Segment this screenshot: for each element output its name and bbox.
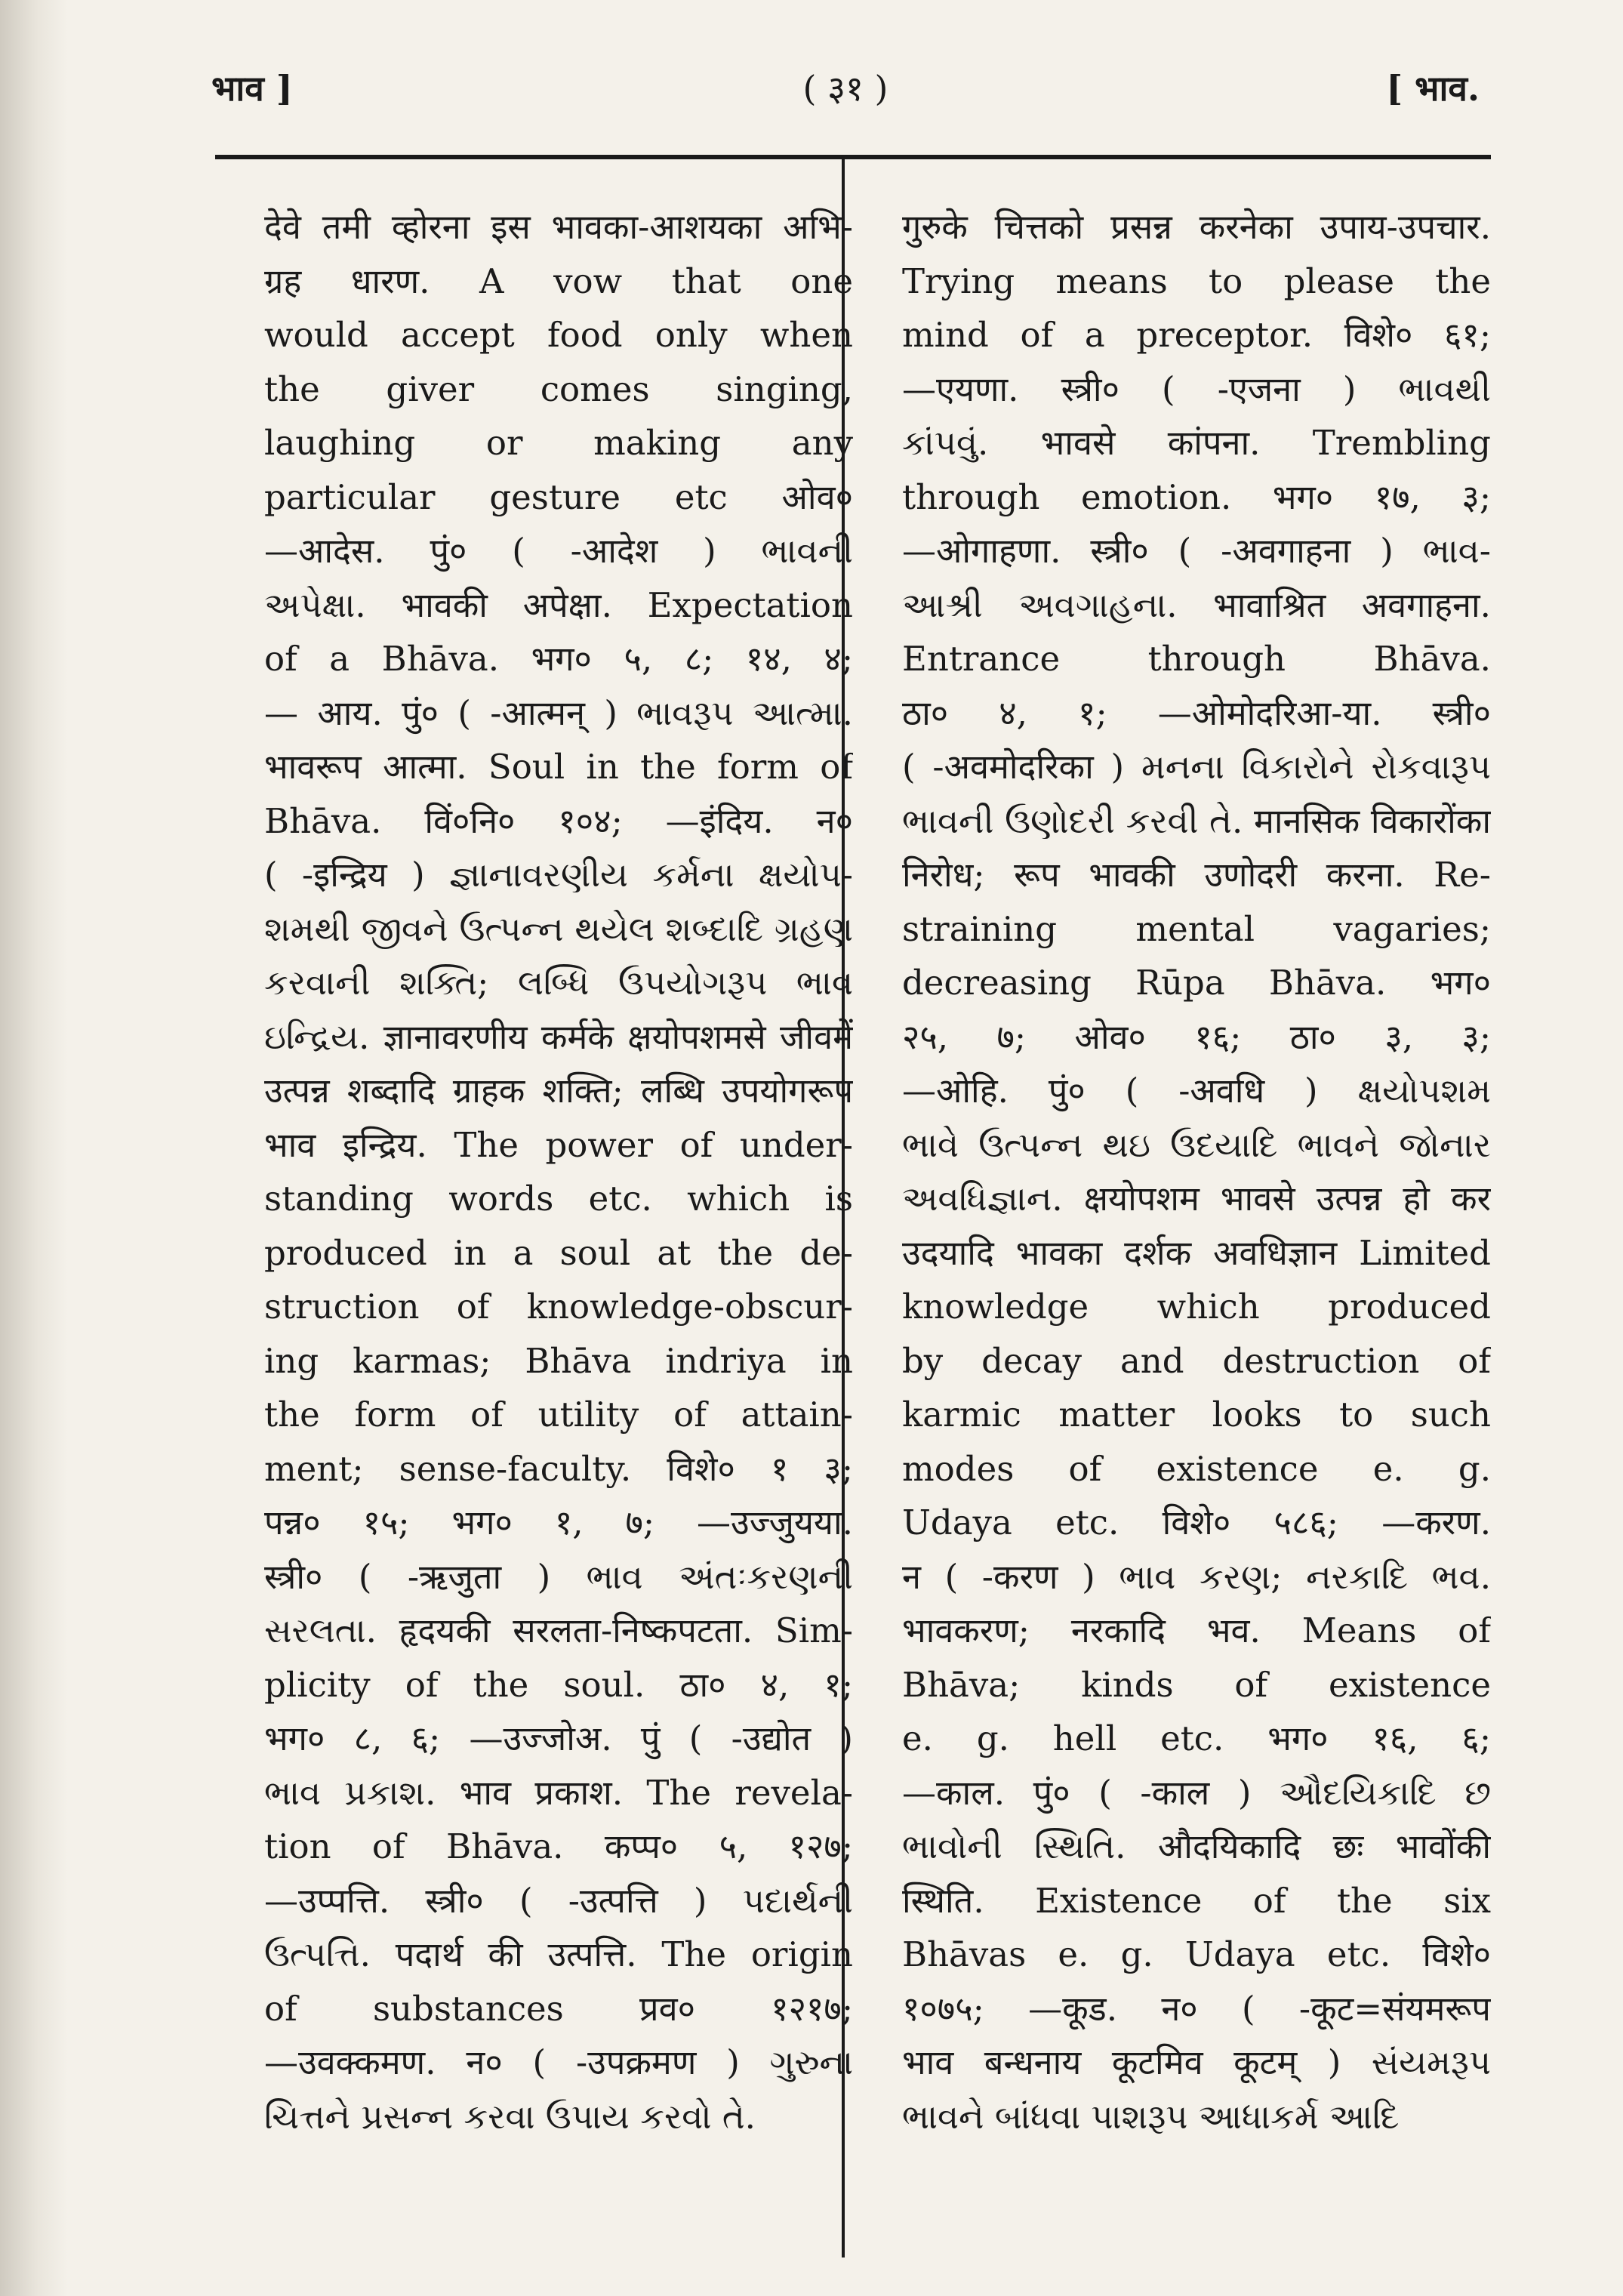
header-rule bbox=[215, 155, 1491, 159]
text-line: उत्पन्न शब्दादि ग्राहक शक्ति; लब्धि उपयोगरूप bbox=[264, 1071, 853, 1111]
text-line: भावकरण; नरकादि भव. Means of bbox=[902, 1610, 1491, 1650]
text-line: पन्न० १५; भग० १, ७; —उज्जुयया. bbox=[264, 1502, 853, 1542]
text-line: Trying means to please the bbox=[902, 260, 1491, 301]
text-line: — आय. पुं० ( -आत्मन् ) ભાવરૂપ આત્મા. bbox=[264, 692, 853, 733]
header-left-keyword: भाव ] bbox=[211, 68, 293, 109]
text-line: निरोध; रूप भावकी उणोदरी करना. Re- bbox=[902, 855, 1491, 895]
text-line: through emotion. भग० १७, ३; bbox=[902, 476, 1491, 517]
text-line: —उवक्कमण. न० ( -उपक्रमण ) ગુરુના bbox=[264, 2042, 853, 2082]
text-line: —आदेस. पुं० ( -आदेश ) ભાવની bbox=[264, 531, 853, 571]
text-line: Bhāvas e. g. Udaya etc. विशे० bbox=[902, 1934, 1491, 1974]
text-line: ભાવે ઉત્પન્ન થઇ ઉદયાદિ ભાવને જોનાર bbox=[902, 1124, 1491, 1165]
text-line: ઇન્દ્રિય. ज्ञानावरणीय कर्मके क्षयोपशमसे जीवमें bbox=[264, 1016, 853, 1057]
text-line: ( -अवमोदरिका ) મનના વિકારોને રોકવારૂપ bbox=[902, 747, 1491, 787]
left-column bbox=[264, 200, 853, 2143]
header-right-keyword: [ भाव. bbox=[1386, 68, 1480, 109]
text-line: —उप्पत्ति. स्त्री० ( -उत्पत्ति ) પદાર્થની bbox=[264, 1880, 853, 1921]
text-line: અપેક્ષા. भावकी अपेक्षा. Expectation bbox=[264, 584, 853, 625]
page-header bbox=[211, 64, 1480, 125]
text-line: decreasing Rūpa Bhāva. भग० bbox=[902, 963, 1491, 1003]
text-line: ચિત્તને પ્રસન્ન કરવા ઉપાય કરવો તે. bbox=[264, 2096, 756, 2137]
text-line: गुरुके चित्तको प्रसन्न करनेका उपाय-उपचार. bbox=[902, 207, 1491, 247]
text-line: —ओहि. पुं० ( -अवधि ) ક્ષયોપશમ bbox=[902, 1071, 1491, 1111]
text-line: શમથી જીવને ઉત્પન્ન થયેલ શબ્દાદિ ગ્રહણ bbox=[264, 908, 853, 949]
text-line: by decay and destruction of bbox=[902, 1340, 1491, 1381]
text-line: ઉત્પત્તિ. पदार्थ की उत्पत्ति. The origin bbox=[264, 1934, 853, 1974]
text-line: ( -इन्द्रिय ) જ્ઞાનાવરણીય કર્મના ક્ષયોપ- bbox=[264, 855, 853, 895]
text-line: સરલતા. हृदयकी सरलता-निष्कपटता. Sim- bbox=[264, 1610, 853, 1650]
text-line: स्थिति. Existence of the six bbox=[902, 1880, 1491, 1921]
page-number: ( ३१ ) bbox=[802, 68, 888, 109]
text-line: भाव इन्द्रिय. The power of under- bbox=[264, 1124, 853, 1165]
text-line: १०७५; —कूड. न० ( -कूट=संयमरूप bbox=[902, 1988, 1491, 2029]
text-line: modes of existence e. g. bbox=[902, 1448, 1491, 1489]
text-line: उदयादि भावका दर्शक अवधिज्ञान Limited bbox=[902, 1232, 1491, 1273]
text-line: would accept food only when bbox=[264, 315, 853, 355]
text-line: mind of a preceptor. विशे० ६१; bbox=[902, 315, 1491, 355]
text-line: ठा० ४, १; —ओमोदरिआ-या. स्त्री० bbox=[902, 692, 1491, 733]
text-line: Bhāva; kinds of existence bbox=[902, 1664, 1491, 1705]
text-line: કરવાની શક્તિ; લબ્ધિ ઉપયોગરૂપ ભાવ bbox=[264, 963, 853, 1003]
text-line: Udaya etc. विशे० ५८६; —करण. bbox=[902, 1502, 1491, 1542]
text-line: laughing or making any bbox=[264, 423, 853, 463]
right-column bbox=[902, 200, 1491, 2143]
text-line: of a Bhāva. भग० ५, ८; १४, ४; bbox=[264, 639, 853, 679]
text-line: knowledge which produced bbox=[902, 1287, 1491, 1327]
text-line: —ओगाहणा. स्त्री० ( -अवगाहना ) ભાવ- bbox=[902, 531, 1491, 571]
text-line: produced in a soul at the de- bbox=[264, 1232, 853, 1273]
text-line: २५, ७; ओव० १६; ठा० ३, ३; bbox=[902, 1016, 1491, 1057]
text-line: the form of utility of attain- bbox=[264, 1395, 853, 1435]
text-line: karmic matter looks to such bbox=[902, 1395, 1491, 1435]
text-line: particular gesture etc ओव० bbox=[264, 476, 853, 517]
text-line: भग० ८, ६; —उज्जोअ. पुं ( -उद्योत ) bbox=[264, 1718, 853, 1758]
scan-edge bbox=[0, 0, 68, 2296]
text-line: struction of knowledge-obscur- bbox=[264, 1287, 853, 1327]
text-line: ભાવ પ્રકાશ. भाव प्रकाश. The revela- bbox=[264, 1772, 853, 1813]
text-line: આશ્રી અવગાહના. भावाश्रित अवगाहना. bbox=[902, 584, 1491, 625]
text-line: देवे तमी व्होरना इस भावका-आशयका अभि- bbox=[264, 207, 853, 247]
text-line: અવધિજ્ઞાન. क्षयोपशम भावसे उत्पन्न हो कर bbox=[902, 1179, 1491, 1219]
text-line: भावरूप आत्मा. Soul in the form of bbox=[264, 747, 853, 787]
text-line: straining mental vagaries; bbox=[902, 908, 1491, 949]
text-line: Bhāva. विं०नि० १०४; —इंदिय. न० bbox=[264, 800, 853, 841]
text-line: plicity of the soul. ठा० ४, १; bbox=[264, 1664, 853, 1705]
text-line: tion of Bhāva. कप्प० ५, १२७; bbox=[264, 1826, 853, 1866]
text-line: of substances प्रव० १२१७; bbox=[264, 1988, 853, 2029]
text-line: —काल. पुं० ( -काल ) ઔદયિકાદિ છ bbox=[902, 1772, 1491, 1813]
text-line: स्त्री० ( -ऋजुता ) ભાવ અંતઃકરણની bbox=[264, 1556, 853, 1597]
text-line: न ( -करण ) ભાવ કરણ; નરકાદિ ભવ. bbox=[902, 1556, 1491, 1597]
text-line: ग्रह धारण. A vow that one bbox=[264, 260, 853, 301]
text-line: Entrance through Bhāva. bbox=[902, 639, 1491, 679]
text-line: standing words etc. which is bbox=[264, 1179, 853, 1219]
text-line: the giver comes singing, bbox=[264, 368, 853, 409]
text-line: भाव बन्धनाय कूटमिव कूटम् ) સંયમરૂપ bbox=[902, 2042, 1491, 2082]
text-line: ment; sense-faculty. विशे० १ ३; bbox=[264, 1448, 853, 1489]
text-line: —एयणा. स्त्री० ( -एजना ) ભાવથી bbox=[902, 368, 1491, 409]
text-line: ભાવની ઉણોદરી કરવી તે. मानसिक विकारोंका bbox=[902, 800, 1491, 841]
text-line: ભાવને બાંધવા પાશરૂપ આધાકર્મ આદિ bbox=[902, 2096, 1400, 2137]
text-line: કાંપવું. भावसे कांपना. Trembling bbox=[902, 423, 1491, 463]
text-line: ing karmas; Bhāva indriya in bbox=[264, 1340, 853, 1381]
text-line: ભાવોની સ્થિતિ. औदयिकादि छः भावोंकी bbox=[902, 1826, 1491, 1866]
text-line: e. g. hell etc. भग० १६, ६; bbox=[902, 1718, 1491, 1758]
